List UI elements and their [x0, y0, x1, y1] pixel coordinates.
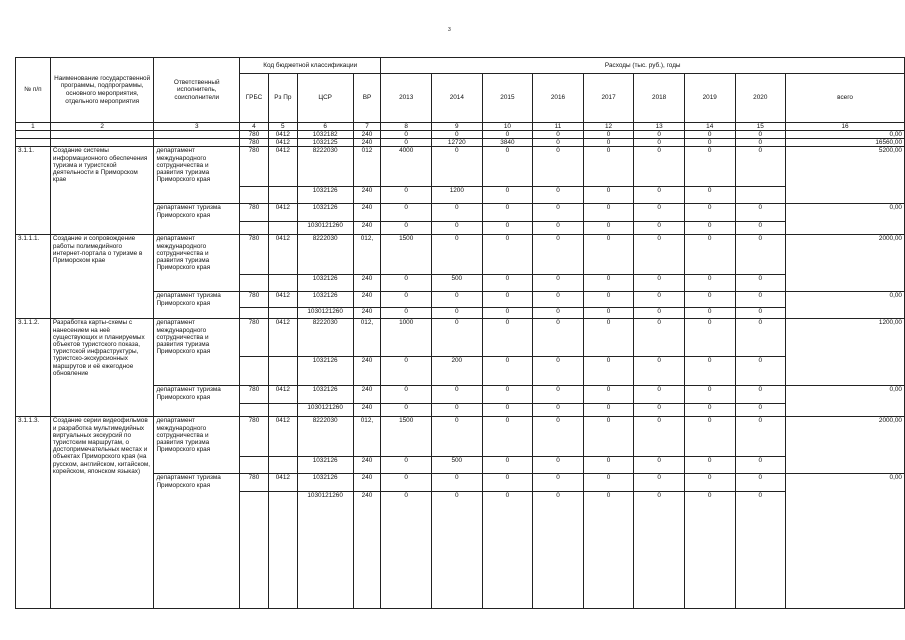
- year-value-cell: 0: [381, 386, 432, 404]
- year-value-cell: 0: [583, 139, 634, 147]
- year-value-cell: 0: [482, 474, 533, 492]
- year-value-cell: 0: [684, 308, 735, 319]
- csr-cell: 8222030: [297, 235, 353, 275]
- item-responsible: департамент туризма Приморского края: [154, 386, 240, 417]
- year-value-cell: 0: [381, 474, 432, 492]
- year-value-cell: 0: [431, 474, 482, 492]
- year-value-cell: 0: [684, 235, 735, 275]
- rzpr-cell: [268, 222, 297, 235]
- year-value-cell: 0: [482, 492, 533, 609]
- header-vr: ВР: [353, 74, 381, 123]
- column-index: 10: [482, 123, 533, 131]
- header-grbs: ГРБС: [240, 74, 269, 123]
- header-row: [16, 58, 905, 74]
- year-value-cell: 0: [684, 187, 735, 204]
- vr-cell: 240: [353, 187, 381, 204]
- vr-cell: 240: [353, 457, 381, 474]
- year-value-cell: 0: [634, 417, 685, 457]
- year-value-cell: 0: [482, 357, 533, 386]
- year-value-cell: 0: [381, 204, 432, 222]
- name-cell: [50, 139, 154, 147]
- grbs-cell: 780: [240, 131, 269, 139]
- column-index: 8: [381, 123, 432, 131]
- grbs-cell: 780: [240, 474, 269, 492]
- grbs-cell: 780: [240, 319, 269, 357]
- year-value-cell: 0: [684, 275, 735, 292]
- year-value-cell: 0: [381, 187, 432, 204]
- total-cell: 0,00: [786, 131, 905, 139]
- year-value-cell: 0: [583, 204, 634, 222]
- year-value-cell: 0: [533, 492, 584, 609]
- year-value-cell: 0: [381, 292, 432, 308]
- year-value-cell: 0: [533, 131, 584, 139]
- year-value-cell: 0: [431, 308, 482, 319]
- year-value-cell: 0: [482, 147, 533, 187]
- year-value-cell: 0: [684, 474, 735, 492]
- grbs-cell: 780: [240, 386, 269, 404]
- year-value-cell: 0: [381, 275, 432, 292]
- csr-cell: 8222030: [297, 417, 353, 457]
- year-value-cell: 0: [482, 404, 533, 417]
- year-value-cell: 0: [381, 139, 432, 147]
- grbs-cell: [240, 404, 269, 417]
- year-value-cell: 0: [583, 222, 634, 235]
- header-total: всего: [786, 74, 905, 123]
- year-value-cell: 0: [431, 417, 482, 457]
- item-responsible: департамент туризма Приморского края: [154, 474, 240, 609]
- year-value-cell: 0: [482, 204, 533, 222]
- year-value-cell: 0: [431, 292, 482, 308]
- year-value-cell: 0: [634, 204, 685, 222]
- year-value-cell: 0: [684, 386, 735, 404]
- year-value-cell: 0: [533, 417, 584, 457]
- year-value-cell: 0: [634, 292, 685, 308]
- vr-cell: 240: [353, 357, 381, 386]
- year-value-cell: 0: [684, 404, 735, 417]
- item-responsible: департамент международного сотрудничества и развития туризма Приморского края: [154, 417, 240, 474]
- year-value-cell: 0: [634, 474, 685, 492]
- rzpr-cell: [268, 492, 297, 609]
- rzpr-cell: 0412: [268, 292, 297, 308]
- year-value-cell: 0: [634, 131, 685, 139]
- csr-cell: 1030121260: [297, 404, 353, 417]
- header-year: 2020: [735, 74, 786, 123]
- year-value-cell: 500: [431, 457, 482, 474]
- csr-cell: 1032126: [297, 386, 353, 404]
- rzpr-cell: [268, 187, 297, 204]
- column-index: 5: [268, 123, 297, 131]
- column-index: 9: [431, 123, 482, 131]
- csr-cell: 1032126: [297, 204, 353, 222]
- header-rzpr: Рз Пр: [268, 74, 297, 123]
- year-value-cell: 0: [583, 308, 634, 319]
- year-value-cell: 0: [735, 147, 786, 187]
- header-year: 2015: [482, 74, 533, 123]
- year-value-cell: 0: [583, 457, 634, 474]
- year-value-cell: 0: [482, 235, 533, 275]
- year-value-cell: 0: [381, 404, 432, 417]
- vr-cell: 240: [353, 275, 381, 292]
- rzpr-cell: 0412: [268, 139, 297, 147]
- csr-cell: 8222030: [297, 319, 353, 357]
- table-row: [16, 417, 905, 457]
- header-name: Наименование государственной программы, подпрограммы, основного мероприятия, отдельного мероприятия: [50, 58, 154, 123]
- year-value-cell: 0: [533, 275, 584, 292]
- header-year: 2017: [583, 74, 634, 123]
- column-index: 11: [533, 123, 584, 131]
- rzpr-cell: 0412: [268, 204, 297, 222]
- year-value-cell: 0: [735, 319, 786, 357]
- year-value-cell: 12720: [431, 139, 482, 147]
- total-cell: 0,00: [786, 474, 905, 609]
- year-value-cell: 0: [482, 131, 533, 139]
- grbs-cell: [240, 222, 269, 235]
- year-value-cell: 0: [381, 457, 432, 474]
- column-index: 14: [684, 123, 735, 131]
- name-cell: [50, 131, 154, 139]
- csr-cell: 1030121260: [297, 308, 353, 319]
- year-value-cell: 0: [482, 386, 533, 404]
- rzpr-cell: [268, 275, 297, 292]
- year-value-cell: 1500: [381, 235, 432, 275]
- table-row: [16, 319, 905, 357]
- year-value-cell: 0: [735, 275, 786, 292]
- header-year: 2018: [634, 74, 685, 123]
- year-value-cell: 0: [684, 204, 735, 222]
- rzpr-cell: [268, 457, 297, 474]
- rzpr-cell: [268, 308, 297, 319]
- grbs-cell: 780: [240, 292, 269, 308]
- vr-cell: 012,: [353, 319, 381, 357]
- expenses-table: [15, 57, 905, 609]
- item-name: Создание серии видеофильмов и разработка мультимедийных виртуальных экскурсий по туристским маршрутам, о достопримечательных местах и объектах Приморского края (на русском, английском, китайском, корейском, японском языках): [50, 417, 154, 609]
- year-value-cell: 0: [482, 187, 533, 204]
- year-value-cell: 0: [381, 357, 432, 386]
- year-value-cell: 0: [381, 492, 432, 609]
- year-value-cell: 0: [381, 131, 432, 139]
- column-index: 1: [16, 123, 51, 131]
- year-value-cell: 0: [735, 131, 786, 139]
- year-value-cell: 0: [482, 457, 533, 474]
- grbs-cell: 780: [240, 235, 269, 275]
- year-value-cell: 1200: [431, 187, 482, 204]
- year-value-cell: 0: [583, 417, 634, 457]
- total-cell: 1200,00: [786, 319, 905, 386]
- item-responsible: департамент международного сотрудничества и развития туризма Приморского края: [154, 319, 240, 386]
- year-value-cell: 0: [431, 222, 482, 235]
- year-value-cell: 4000: [381, 147, 432, 187]
- grbs-cell: [240, 357, 269, 386]
- year-value-cell: 0: [634, 308, 685, 319]
- column-index: 3: [154, 123, 240, 131]
- year-value-cell: 0: [431, 404, 482, 417]
- year-value-cell: 0: [482, 308, 533, 319]
- header-expenses: Расходы (тыс. руб.), годы: [381, 58, 905, 74]
- vr-cell: 240: [353, 492, 381, 609]
- responsible-cell: [154, 139, 240, 147]
- csr-cell: 1032126: [297, 474, 353, 492]
- year-value-cell: 0: [533, 357, 584, 386]
- year-value-cell: 0: [431, 204, 482, 222]
- grbs-cell: [240, 457, 269, 474]
- year-value-cell: 3840: [482, 139, 533, 147]
- year-value-cell: 0: [583, 386, 634, 404]
- vr-cell: 240: [353, 386, 381, 404]
- grbs-cell: [240, 308, 269, 319]
- header-budget-code: Код бюджетной классификации: [240, 58, 381, 74]
- year-value-cell: 0: [533, 457, 584, 474]
- year-value-cell: 0: [583, 275, 634, 292]
- column-index: 4: [240, 123, 269, 131]
- rzpr-cell: 0412: [268, 131, 297, 139]
- year-value-cell: 0: [684, 222, 735, 235]
- item-number: 3.1.1.1.: [16, 235, 51, 319]
- year-value-cell: 0: [431, 147, 482, 187]
- vr-cell: 240: [353, 139, 381, 147]
- year-value-cell: 0: [634, 404, 685, 417]
- header-responsible: Ответственный исполнитель, соисполнители: [154, 58, 240, 123]
- rzpr-cell: 0412: [268, 319, 297, 357]
- csr-cell: 1032126: [297, 187, 353, 204]
- year-value-cell: 0: [735, 204, 786, 222]
- year-value-cell: 0: [583, 292, 634, 308]
- item-name: Создание системы информационного обеспечения туризма и туристской деятельности в Приморском крае: [50, 147, 154, 235]
- year-value-cell: 0: [482, 417, 533, 457]
- year-value-cell: 0: [634, 235, 685, 275]
- rzpr-cell: [268, 357, 297, 386]
- item-responsible: департамент международного сотрудничества и развития туризма Приморского края: [154, 147, 240, 204]
- header-year: 2016: [533, 74, 584, 123]
- year-value-cell: 0: [533, 319, 584, 357]
- year-value-cell: 0: [634, 319, 685, 357]
- year-value-cell: 0: [533, 139, 584, 147]
- year-value-cell: 0: [634, 357, 685, 386]
- year-value-cell: 0: [684, 139, 735, 147]
- year-value-cell: 0: [583, 474, 634, 492]
- year-value-cell: 0: [583, 492, 634, 609]
- vr-cell: 012: [353, 147, 381, 187]
- year-value-cell: 0: [634, 457, 685, 474]
- year-value-cell: 0: [735, 404, 786, 417]
- year-value-cell: 0: [431, 131, 482, 139]
- header-year: 2019: [684, 74, 735, 123]
- item-name: Разработка карты-схемы с нанесением на неё существующих и планируемых объектов туристского показа, туристской инфраструктуры, туристско-экскурсионных маршрутов и её ежегодное обновление: [50, 319, 154, 417]
- rzpr-cell: 0412: [268, 417, 297, 457]
- vr-cell: 240: [353, 222, 381, 235]
- year-value-cell: 0: [482, 292, 533, 308]
- year-value-cell: 0: [634, 147, 685, 187]
- vr-cell: 240: [353, 204, 381, 222]
- item-number: 3.1.1.3.: [16, 417, 51, 609]
- column-index: 7: [353, 123, 381, 131]
- grbs-cell: 780: [240, 417, 269, 457]
- column-index: 2: [50, 123, 154, 131]
- year-value-cell: 0: [634, 187, 685, 204]
- header-year: 2013: [381, 74, 432, 123]
- table-row: [16, 139, 905, 147]
- year-value-cell: 0: [634, 386, 685, 404]
- grbs-cell: [240, 492, 269, 609]
- column-index: 12: [583, 123, 634, 131]
- total-cell: 5200,00: [786, 147, 905, 204]
- vr-cell: 012,: [353, 417, 381, 457]
- item-responsible: департамент туризма Приморского края: [154, 204, 240, 235]
- year-value-cell: 0: [735, 492, 786, 609]
- year-value-cell: 0: [735, 235, 786, 275]
- year-value-cell: 0: [684, 457, 735, 474]
- item-responsible: департамент туризма Приморского края: [154, 292, 240, 319]
- year-value-cell: 0: [431, 235, 482, 275]
- item-number: 3.1.1.2.: [16, 319, 51, 417]
- vr-cell: 240: [353, 292, 381, 308]
- total-cell: 16560,00: [786, 139, 905, 147]
- year-value-cell: 0: [533, 235, 584, 275]
- year-value-cell: 0: [634, 275, 685, 292]
- csr-cell: 1032182: [297, 131, 353, 139]
- column-index: 6: [297, 123, 353, 131]
- item-number: 3.1.1.: [16, 147, 51, 235]
- vr-cell: 240: [353, 131, 381, 139]
- year-value-cell: 0: [583, 319, 634, 357]
- page-number: 3: [448, 27, 451, 33]
- year-value-cell: 0: [735, 386, 786, 404]
- year-value-cell: 0: [482, 222, 533, 235]
- year-value-cell: 0: [735, 417, 786, 457]
- column-index: 13: [634, 123, 685, 131]
- year-value-cell: 0: [533, 204, 584, 222]
- year-value-cell: 0: [684, 319, 735, 357]
- year-value-cell: 0: [583, 235, 634, 275]
- year-value-cell: 0: [735, 457, 786, 474]
- year-value-cell: 0: [684, 131, 735, 139]
- grbs-cell: [240, 275, 269, 292]
- year-value-cell: 0: [684, 147, 735, 187]
- year-value-cell: 0: [533, 308, 584, 319]
- year-value-cell: 0: [533, 222, 584, 235]
- vr-cell: 240: [353, 404, 381, 417]
- total-cell: 2000,00: [786, 417, 905, 474]
- year-value-cell: 0: [735, 139, 786, 147]
- csr-cell: 1030121260: [297, 492, 353, 609]
- csr-cell: 1032126: [297, 357, 353, 386]
- year-value-cell: 0: [684, 492, 735, 609]
- year-value-cell: 0: [735, 222, 786, 235]
- num-cell: [16, 139, 51, 147]
- grbs-cell: [240, 187, 269, 204]
- total-cell: 0,00: [786, 204, 905, 235]
- year-value-cell: 0: [533, 386, 584, 404]
- year-value-cell: [735, 187, 786, 204]
- header-year: 2014: [431, 74, 482, 123]
- year-value-cell: 1000: [381, 319, 432, 357]
- year-value-cell: 0: [735, 292, 786, 308]
- year-value-cell: 0: [533, 404, 584, 417]
- year-value-cell: 0: [381, 222, 432, 235]
- year-value-cell: 0: [431, 386, 482, 404]
- num-cell: [16, 131, 51, 139]
- grbs-cell: 780: [240, 139, 269, 147]
- year-value-cell: 0: [583, 147, 634, 187]
- rzpr-cell: 0412: [268, 386, 297, 404]
- responsible-cell: [154, 131, 240, 139]
- year-value-cell: 0: [583, 131, 634, 139]
- year-value-cell: 1500: [381, 417, 432, 457]
- year-value-cell: 0: [634, 139, 685, 147]
- total-cell: 2000,00: [786, 235, 905, 292]
- rzpr-cell: 0412: [268, 235, 297, 275]
- grbs-cell: 780: [240, 204, 269, 222]
- csr-cell: 8222030: [297, 147, 353, 187]
- column-index: 15: [735, 123, 786, 131]
- year-value-cell: 0: [533, 147, 584, 187]
- year-value-cell: 0: [482, 319, 533, 357]
- year-value-cell: 0: [381, 308, 432, 319]
- year-value-cell: 0: [482, 275, 533, 292]
- year-value-cell: 0: [735, 357, 786, 386]
- csr-cell: 1032126: [297, 275, 353, 292]
- total-cell: 0,00: [786, 386, 905, 417]
- rzpr-cell: 0412: [268, 474, 297, 492]
- year-value-cell: 0: [431, 319, 482, 357]
- year-value-cell: 0: [533, 187, 584, 204]
- table-row: [16, 131, 905, 139]
- year-value-cell: 0: [684, 292, 735, 308]
- table-row: [16, 147, 905, 187]
- year-value-cell: 0: [684, 417, 735, 457]
- rzpr-cell: [268, 404, 297, 417]
- column-index: 16: [786, 123, 905, 131]
- year-value-cell: 0: [735, 308, 786, 319]
- table-row: [16, 235, 905, 275]
- year-value-cell: 0: [634, 222, 685, 235]
- year-value-cell: 200: [431, 357, 482, 386]
- rzpr-cell: 0412: [268, 147, 297, 187]
- item-name: Создание и сопровождение работы полимедийного интернет-портала о туризме в Приморском крае: [50, 235, 154, 319]
- year-value-cell: 0: [684, 357, 735, 386]
- year-value-cell: 0: [533, 474, 584, 492]
- total-cell: 0,00: [786, 292, 905, 319]
- year-value-cell: 0: [735, 474, 786, 492]
- vr-cell: 240: [353, 474, 381, 492]
- csr-cell: 1030121260: [297, 222, 353, 235]
- header-csr: ЦСР: [297, 74, 353, 123]
- year-value-cell: 0: [583, 357, 634, 386]
- column-index-row: [16, 123, 905, 131]
- item-responsible: департамент международного сотрудничества и развития туризма Приморского края: [154, 235, 240, 292]
- vr-cell: 012,: [353, 235, 381, 275]
- year-value-cell: 0: [431, 492, 482, 609]
- year-value-cell: 0: [634, 492, 685, 609]
- grbs-cell: 780: [240, 147, 269, 187]
- year-value-cell: 0: [583, 187, 634, 204]
- csr-cell: 1032126: [297, 292, 353, 308]
- year-value-cell: 0: [583, 404, 634, 417]
- header-num: № п/п: [16, 58, 51, 123]
- vr-cell: 240: [353, 308, 381, 319]
- year-value-cell: 0: [533, 292, 584, 308]
- csr-cell: 1032126: [297, 457, 353, 474]
- csr-cell: 1032125: [297, 139, 353, 147]
- year-value-cell: 500: [431, 275, 482, 292]
